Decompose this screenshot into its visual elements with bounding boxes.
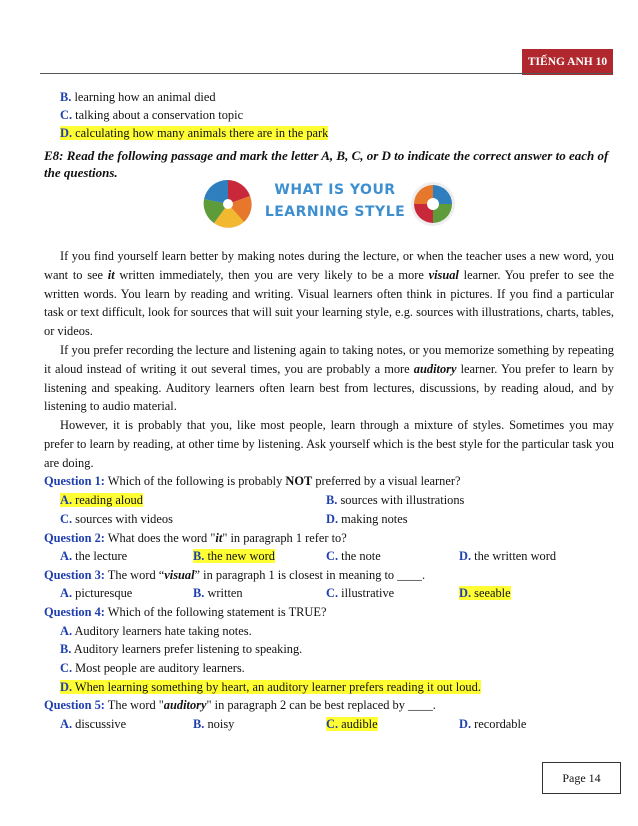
q5-option-b[interactable]: [193, 716, 234, 732]
passage: [44, 247, 614, 473]
banner-line2: LEARNING STYLE: [264, 204, 406, 220]
question-label: Question 3:: [44, 568, 105, 582]
option-letter: A.: [60, 624, 73, 638]
option-text: Auditory learners prefer listening to speaking.: [73, 642, 303, 656]
question-label: Question 1:: [44, 474, 105, 488]
question-label: Question 2:: [44, 531, 105, 545]
option-letter: B.: [326, 493, 338, 507]
keyword-auditory: auditory: [413, 361, 457, 376]
option-text: written: [207, 586, 243, 600]
q5-option-c[interactable]: [326, 716, 378, 732]
option-text: talking about a conservation topic: [75, 108, 244, 122]
subject-tag: TIẾNG ANH 10: [522, 49, 613, 75]
option-letter: D.: [60, 126, 73, 140]
question-stem-end: " in paragraph 2 can be best replaced by ____.: [206, 698, 436, 712]
q2-option-c[interactable]: [326, 548, 381, 564]
option-text: audible: [341, 717, 378, 731]
option-letter: B.: [193, 717, 205, 731]
question-4: [44, 604, 326, 620]
q1-option-c[interactable]: [60, 511, 173, 527]
paragraph-2: [44, 341, 614, 416]
q5-option-a[interactable]: [60, 716, 126, 732]
option-text: making notes: [341, 512, 408, 526]
q1-option-b[interactable]: [326, 492, 464, 508]
option-text: When learning something by heart, an auditory learner prefers reading it out loud.: [74, 680, 481, 694]
learning-style-banner: [200, 177, 450, 231]
option-text: the new word: [207, 549, 275, 563]
option-letter: C.: [60, 512, 73, 526]
p2-text-a: If you prefer recording the lecture and listening again to taking notes, or you memorize something by repeating it aloud instead of writing it out several times, you are probably a more: [44, 342, 614, 376]
keyword-visual: visual: [164, 568, 195, 582]
q5-option-d[interactable]: [459, 716, 526, 732]
option-letter: B.: [60, 90, 72, 104]
head-silhouette-icon: [406, 179, 460, 229]
q4-option-c[interactable]: [60, 660, 245, 676]
option-text: Most people are auditory learners.: [75, 661, 245, 675]
option-letter: C.: [326, 586, 339, 600]
q3-option-d[interactable]: [459, 585, 511, 601]
question-stem-end: " in paragraph 1 refer to?: [222, 531, 347, 545]
question-stem: Which of the following statement is TRUE?: [104, 605, 327, 619]
option-letter: C.: [326, 717, 339, 731]
option-text: learning how an animal died: [74, 90, 216, 104]
option-text: illustrative: [341, 586, 395, 600]
paragraph-3: However, it is probably that you, like most people, learn through a mixture of styles. Sometimes you may prefer to learn by reading, at other time by listening. Ask yourself which is the best style for the particular task you are doing.: [44, 418, 614, 470]
keyword-visual: visual: [428, 267, 459, 282]
p1-text-b: written immediately, then you are very likely to be a more: [114, 267, 429, 282]
option-letter: D.: [326, 512, 339, 526]
option-text: picturesque: [75, 586, 133, 600]
p2-text-b: learner. You prefer to learn by listening and speaking. Auditory learners often learn best from lectures, discussions, by reading aloud, and by listening to audio material.: [44, 361, 614, 414]
keyword-it: it: [215, 531, 223, 545]
question-stem: The word “: [104, 568, 165, 582]
question-5: [44, 697, 436, 713]
option-text: Auditory learners hate taking notes.: [74, 624, 252, 638]
keyword-auditory: auditory: [163, 698, 207, 712]
q3-option-b[interactable]: [193, 585, 243, 601]
header-divider: [40, 73, 613, 74]
page-number: Page 14: [542, 762, 621, 794]
prev-option-b: [60, 89, 216, 105]
q3-option-a[interactable]: [60, 585, 132, 601]
banner-line1: WHAT IS YOUR: [274, 182, 396, 198]
paragraph-1: [44, 247, 614, 341]
q2-option-b[interactable]: [193, 548, 275, 564]
option-letter: B.: [193, 586, 205, 600]
option-letter: B.: [193, 549, 205, 563]
option-text: discussive: [75, 717, 127, 731]
option-letter: D.: [459, 717, 472, 731]
option-letter: A.: [60, 493, 73, 507]
question-3: [44, 567, 425, 583]
p1-text-a: If you find yourself learn better by making notes during the lecture, or when the teacher uses a new word, you want to see: [44, 249, 614, 282]
learning-wheel-icon: [200, 177, 256, 231]
prev-option-d: [60, 125, 328, 141]
question-stem: The word ": [104, 698, 164, 712]
p1-text-c: learner. You prefer to see the written words. You learn by reading and writing. Visual learners often think in pictures. If you find a particular task or text difficult, look for sources that will suit your learning style, e.g. sources with illustrations, charts, tables, or videos.: [44, 267, 614, 339]
option-text: seeable: [474, 586, 511, 600]
option-text: recordable: [474, 717, 527, 731]
option-text: noisy: [207, 717, 235, 731]
exercise-title: E8: Read the following passage and mark the letter A, B, C, or D to indicate the correct answer to each of the questions.: [44, 148, 609, 180]
keyword-not: NOT: [285, 474, 313, 488]
q4-option-b[interactable]: [60, 641, 302, 657]
option-text: the note: [341, 549, 381, 563]
question-stem: What does the word ": [104, 531, 216, 545]
option-text: sources with illustrations: [340, 493, 465, 507]
option-letter: D.: [60, 680, 73, 694]
q4-option-d[interactable]: [60, 679, 481, 695]
option-text: the written word: [474, 549, 557, 563]
option-letter: C.: [60, 108, 73, 122]
question-1: [44, 473, 461, 489]
question-2: [44, 530, 347, 546]
option-text: sources with videos: [75, 512, 173, 526]
question-stem: Which of the following is probably: [104, 474, 286, 488]
q1-option-a[interactable]: [60, 492, 143, 508]
question-label: Question 5:: [44, 698, 105, 712]
option-letter: A.: [60, 549, 73, 563]
option-text: reading aloud: [75, 493, 143, 507]
option-text: calculating how many animals there are in the park: [75, 126, 329, 140]
keyword-it: it: [107, 267, 115, 282]
banner-title: [260, 179, 410, 223]
option-letter: A.: [60, 586, 73, 600]
option-letter: C.: [60, 661, 73, 675]
q4-option-a[interactable]: [60, 623, 252, 639]
option-letter: C.: [326, 549, 339, 563]
option-text: the lecture: [75, 549, 128, 563]
q1-option-d[interactable]: [326, 511, 408, 527]
option-letter: A.: [60, 717, 73, 731]
q2-option-a[interactable]: [60, 548, 127, 564]
q2-option-d[interactable]: [459, 548, 556, 564]
option-letter: D.: [459, 586, 472, 600]
question-stem-end: preferred by a visual learner?: [312, 474, 461, 488]
q3-option-c[interactable]: [326, 585, 394, 601]
option-letter: D.: [459, 549, 472, 563]
option-letter: B.: [60, 642, 72, 656]
prev-option-c: [60, 107, 243, 123]
question-stem-end: ” in paragraph 1 is closest in meaning to ____.: [194, 568, 426, 582]
question-label: Question 4:: [44, 605, 105, 619]
